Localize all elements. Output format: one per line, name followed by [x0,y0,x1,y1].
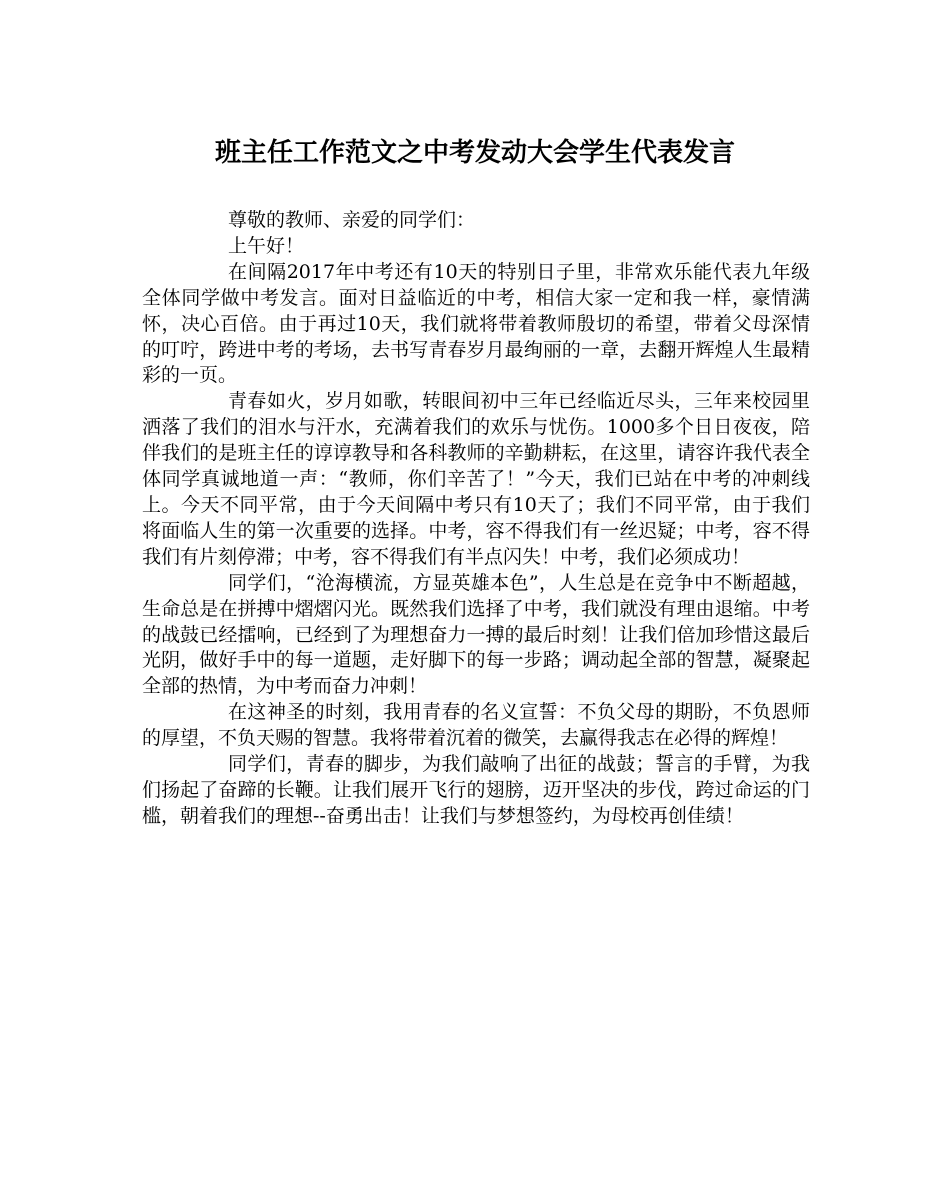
body-paragraph: 在这神圣的时刻，我用青春的名义宣誓：不负父母的期盼，不负恩师的厚望，不负天赐的智慧。我将带着沉着的微笑，去赢得我志在必得的辉煌！ [142,701,810,750]
document-title: 班主任工作范文之中考发动大会学生代表发言 [214,138,735,168]
body-paragraph: 同学们，“沧海横流，方显英雄本色”，人生总是在竞争中不断超越，生命总是在拼搏中熠熠闪光。既然我们选择了中考，我们就没有理由退缩。中考的战鼓已经擂响，已经到了为理想奋力一搏的最后时刻！让我们倍加珍惜这最后光阴，做好手中的每一道题，走好脚下的每一步路；调动起全部的智慧，凝聚起全部的热情，为中考而奋力冲刺！ [142,571,810,698]
greeting: 上午好！ [228,234,305,257]
body-paragraph: 在间隔2017年中考还有10天的特别日子里，非常欢乐能代表九年级全体同学做中考发言。面对日益临近的中考，相信大家一定和我一样，豪情满怀，决心百倍。由于再过10天，我们就将带着教师殷切的希望，带着父母深情的叮咛，跨进中考的考场，去书写青春岁月最绚丽的一章，去翻开辉煌人生最精彩的一页。 [142,260,810,387]
document-body [142,208,810,830]
salutation: 尊敬的教师、亲爱的同学们： [228,209,476,231]
closing-paragraph: 同学们，青春的脚步，为我们敲响了出征的战鼓；誓言的手臂，为我们扬起了奋蹄的长鞭。让我们展开飞行的翅膀，迈开坚决的步伐，跨过命运的门槛，朝着我们的理想--奋勇出击！让我们与梦想签约，为母校再创佳绩！ [142,753,810,827]
body-paragraph: 青春如火，岁月如歌，转眼间初中三年已经临近尽头，三年来校园里洒落了我们的泪水与汗水，充满着我们的欢乐与忧伤。1000多个日日夜夜，陪伴我们的是班主任的谆谆教导和各科教师的辛勤耕耘，在这里，请容许我代表全体同学真诚地道一声：“教师，你们辛苦了！”今天，我们已站在中考的冲刺线上。今天不同平常，由于今天间隔中考只有10天了；我们不同平常，由于我们将面临人生的第一次重要的选择。中考，容不得我们有一丝迟疑；中考，容不得我们有片刻停滞；中考，容不得我们有半点闪失！中考，我们必须成功！ [142,390,810,568]
